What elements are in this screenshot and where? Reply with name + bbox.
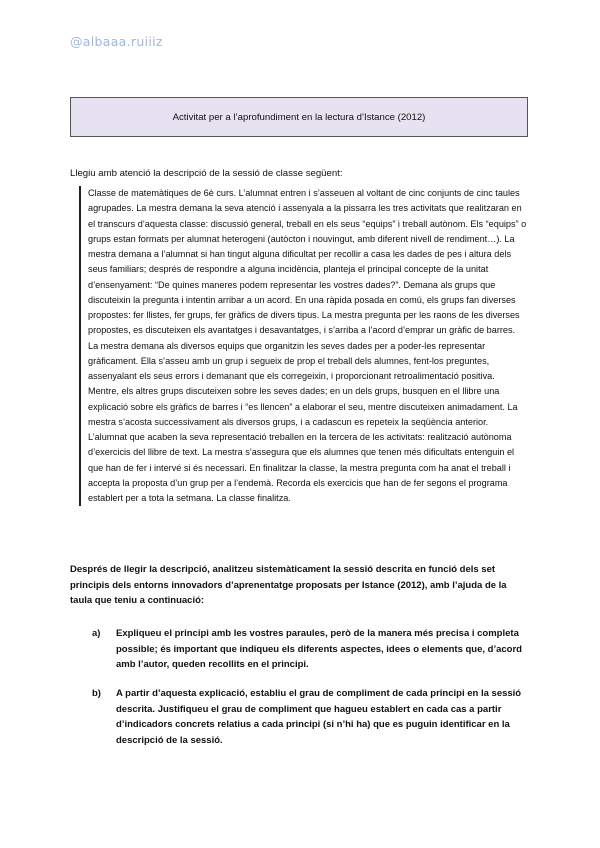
activity-title-box [70,97,528,137]
author-watermark: @albaaa.ruiiiz [70,34,163,49]
task-text: Expliqueu el principi amb les vostres paraules, però de la manera més precisa i completa possible; és important que indiqueu els diferents aspectes, idees o elements que, d’acord amb l’autor, queden recollits en el principi. [116,628,522,670]
analysis-prompt: Després de llegir la descripció, analitzeu sistemàticament la sessió descrita en funció dels set principis dels entorns innovadors d’aprenentatge proposats per Istance (2012), amb l’ajuda de la taula que teniu a continuació: [70,564,507,606]
task-marker: a) [92,628,101,639]
session-description-text: Classe de matemàtiques de 6è curs. L’alumnat entren i s’asseuen al voltant de cinc conjunts de cinc taules agrupades. La mestra demana la seva atenció i assenyala a la pissarra les tres activitats que realitzaran en el transcurs d’aquesta classe: discussió general, treball en els seus “equips” i treball autònom. Els “equips” o grups estan formats per alumnat heterogeni (autòcton i nouvingut, amb diferent nivell de rendiment…). La mestra demana a l’alumnat si han tingut alguna dificultat per recollir a casa les dades de pes i altura dels seus familiars; després de respondre a alguna incidència, planteja el principal concepte de la unitat d’ensenyament: “De quines maneres podem representar les vostres dades?”. Demana als grups que discuteixin la pregunta i intentin arribar a un acord. En una ràpida posada en comú, els grups fan diverses propostes: fer llistes, fer grups, fer gràfics de divers tipus. La mestra pregunta per les raons de les diverses propostes, es discuteixen els avantatges i desavantatges, i s’arriba a l’acord d’emprar un gràfic de barres. La mestra demana als diversos equips que organitzin les seves dades per a poder-les representar gràficament. Ella s’asseu amb un grup i segueix de prop el treball dels alumnes, fent-los preguntes, assenyalant els seus errors i demanant que els corregeixin, i proporcionant retroalimentació positiva. Mentre, els altres grups discuteixen sobre les seves dades; en un dels grups, busquen en el llibre una explicació sobre els gràfics de barres i “es llencen” a elaborar el seu, mentre discuteixen animadament. La mestra s’acosta successivament als diversos grups, i a cadascun es repeteix la seqüència anterior. L’alumnat que acaben la seva representació treballen en la tercera de les activitats: realització autònoma d’exercicis del llibre de text. La mestra s’assegura que els alumnes que tenen més dificultats entenguin el que han de fer i intervé si és necessari. En finalitzar la classe, la mestra pregunta com ha anat el treball i accepta la proposta d’un grup per a l’endemà. Recorda els exercicis que han de fer segons el programa establert per a tota la setmana. La classe finalitza. [88,188,527,503]
session-description-quote [79,186,527,506]
intro-instruction: Llegiu amb atenció la descripció de la sessió de classe següent: [70,168,343,179]
activity-title: Activitat per a l’aprofundiment en la lectura d’Istance (2012) [172,111,426,123]
task-item-a [92,626,528,673]
task-text: A partir d’aquesta explicació, establiu el grau de compliment de cada principi en la sessió descrita. Justifiqueu el grau de compliment que hagueu establert en cada cas a partir d’indicadors concrets relatius a cada principi (si n’hi ha) que es puguin identificar en la descripció de la sessió. [116,688,522,746]
task-marker: b) [92,688,101,699]
task-item-b [92,686,528,748]
